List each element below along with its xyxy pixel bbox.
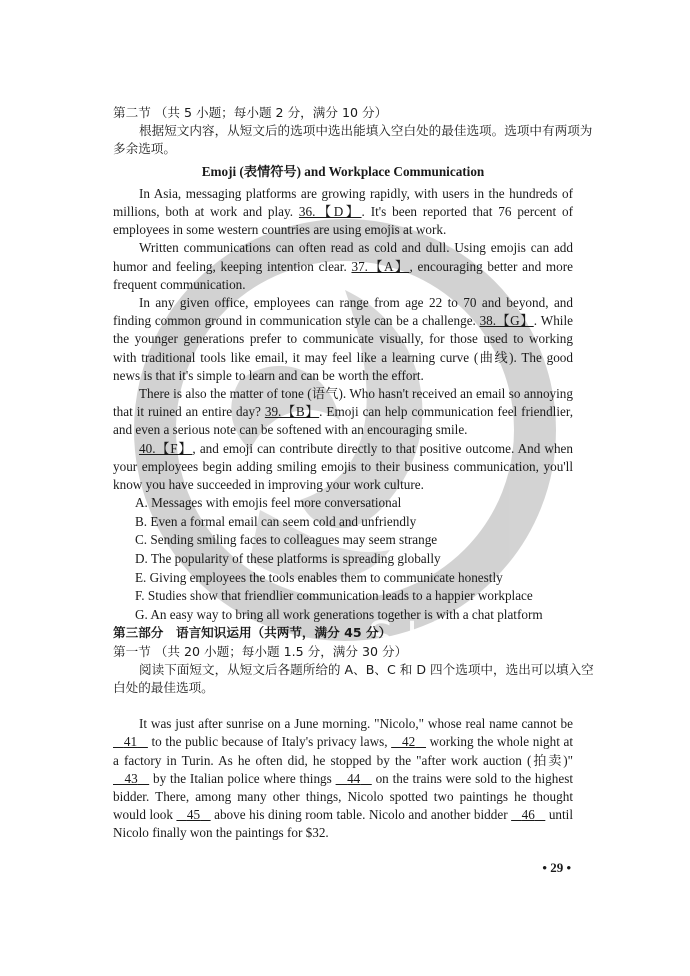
passage-title: Emoji (表情符号) and Workplace Communication [201, 163, 485, 179]
paragraph-4-text-a: There is also the matter of tone (语气). Who hasn't received an email so annoying that it ruined an entire day? [113, 386, 573, 420]
paragraph-2-text-a: Written communications can often read as cold and dull. Using emojis can add humor and feeling, keeping intention clear. [113, 240, 573, 274]
watermark-text: S I E A [368, 614, 496, 660]
cloze-blank-46-number: 46 [521, 807, 535, 823]
cloze-text-7: until Nicolo finally won the paintings for $32. [113, 807, 573, 841]
paragraph-5 [113, 440, 573, 495]
option-e: E. Giving employees the tools enables them to communicate honestly [135, 569, 503, 585]
paragraph-1-text-b: . It's been reported that 76 percent of employees in some western countries are using emojis at work. [113, 204, 573, 238]
paragraph-2-text-b: , encouraging better and more frequent communication. [113, 258, 573, 292]
cloze-blank-43 [113, 771, 149, 786]
paragraph-2 [113, 239, 573, 294]
section2-instruction-line1: 根据短文内容，从短文后的选项中选出能填入空白处的最佳选项。选项中有两项为 [139, 123, 593, 139]
paragraph-3 [113, 294, 573, 385]
cloze-text-2: to the public because of Italy's privacy laws, [147, 734, 392, 750]
paragraph-3-text-a: In any given office, employees can range from age 22 to 70 and beyond, and finding common ground in communication style can be a challenge. [113, 295, 573, 329]
paragraph-4-text-b: . Emoji can help communication feel friendlier, and even a serious note can be softened with an encouraging smile. [113, 404, 574, 438]
option-c: C. Sending smiling faces to colleagues may seem strange [135, 532, 438, 548]
cloze-blank-42-number: 42 [401, 734, 416, 750]
part3-instruction-line2: 白处的最佳选项。 [113, 680, 214, 696]
paragraph-5-text-b: , and emoji can contribute directly to that positive outcome. And when your employees begin adding smiling emojis to their business communication, you'll know you have succeeded in improving your work culture. [113, 440, 573, 493]
paragraph-1-text-a: In Asia, messaging platforms are growing rapidly, with users in the hundreds of millions, both at work and play. [113, 185, 573, 220]
page-number: • 29 • [542, 860, 571, 875]
option-g: G. An easy way to bring all work generations together is with a chat platform [135, 606, 543, 622]
cloze-paragraph [113, 715, 573, 842]
answer-blank-37: 37.【A】 [351, 258, 410, 274]
cloze-text-1: It was just after sunrise on a June morning. "Nicolo," whose real name cannot be [139, 716, 573, 732]
document-body [113, 104, 594, 843]
cloze-text-6: above his dining room table. Nicolo and another bidder [210, 807, 512, 823]
cloze-blank-45-number: 45 [186, 807, 201, 823]
option-d: D. The popularity of these platforms is spreading globally [135, 551, 441, 567]
cloze-blank-42 [391, 734, 426, 749]
section2-heading: 第二节 （共 5 小题；每小题 2 分，满分 10 分） [113, 105, 388, 120]
paragraph-1 [113, 185, 573, 240]
option-a: A. Messages with emojis feel more conversational [135, 495, 402, 511]
section2-instruction-line2: 多余选项。 [113, 141, 176, 157]
paragraph-3-text-b: . While the younger generations prefer to communicate visually, for those used to working with traditional tools like email, it may feel like a learning curve (曲线). The good news is that it's simple to learn and can be worth the effort. [113, 313, 573, 383]
cloze-blank-46 [511, 807, 545, 822]
answer-blank-39: 39.【B】 [264, 404, 320, 420]
cloze-text-5: on the trains were sold to the highest bidder. There, among many other things, Nicolo spotted two paintings he thought would look [113, 770, 574, 823]
cloze-text-3: working the whole night at a factory in Turin. As he often did, he stopped by the "after work auction (拍卖)" [113, 734, 574, 768]
cloze-blank-44 [336, 771, 372, 786]
cloze-blank-41-number: 41 [123, 734, 138, 750]
part3-heading: 第三部分 语言知识运用（共两节，满分 45 分） [113, 625, 392, 641]
cloze-text-4: by the Italian police where things [149, 770, 336, 786]
cloze-blank-44-number: 44 [347, 770, 361, 786]
cloze-blank-41 [113, 734, 148, 749]
cloze-blank-43-number: 43 [124, 770, 138, 786]
option-b: B. Even a formal email can seem cold and unfriendly [135, 513, 417, 529]
answer-blank-40: 40.【F】 [139, 440, 193, 456]
options-list [113, 494, 573, 624]
cloze-blank-45 [176, 807, 210, 822]
option-f: F. Studies show that friendlier communication leads to a happier workplace [135, 588, 533, 604]
answer-blank-38: 38.【G】 [479, 313, 534, 329]
part3-instruction-line1: 阅读下面短文，从短文后各题所给的 A、B、C 和 D 四个选项中，选出可以填入空 [139, 661, 594, 677]
answer-blank-36: 36.【D】 [298, 204, 362, 220]
part3-subheading: 第一节 （共 20 小题；每小题 1.5 分，满分 30 分） [113, 643, 408, 659]
paragraph-4 [113, 385, 573, 440]
